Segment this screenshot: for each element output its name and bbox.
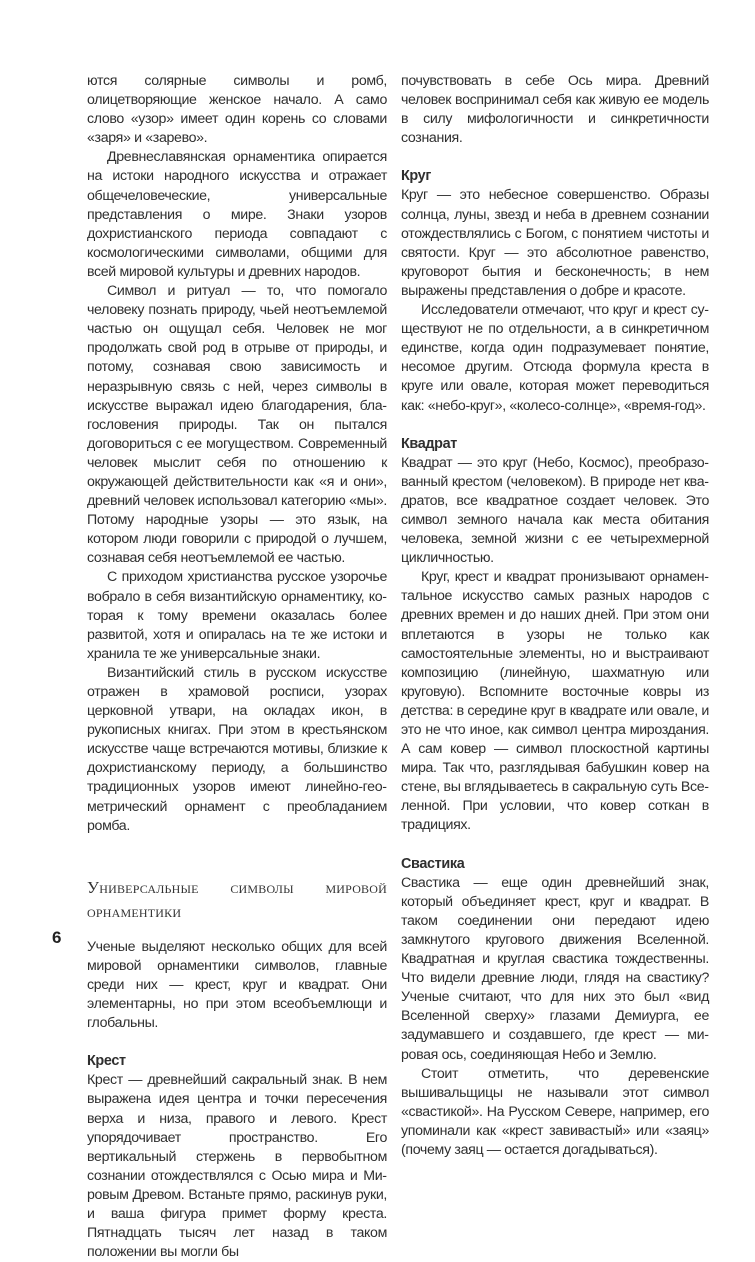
spacer <box>401 416 709 435</box>
subheading-circle: Круг <box>401 168 431 185</box>
paragraph: Круг — это небесное совершенство. Образы солнца, луны, звезд и неба в древнем сознании отождествлялись с Богом, с понятием чистоты и святости. Круг — это абсолютное равенство, круговорот бытия и бесконечность; в нем выражены представления о добре и красоте. <box>401 187 709 299</box>
paragraph: Круг, крест и квадрат пронизывают орнаментальное искусство самых разных народов с древних времен и до наших дней. При этом они вплетаются в узоры не только как самостоятельные элементы, но и выстраивают композицию (линейную, шахматную или круговую). Вспомните восточные ковры из детства: в середине круг в квадрате или овале, и это не что иное, как символ центра мироздания. А сам ковер — символ плоскостной картины мира. Так что, разглядывая бабушкин ковер на стене, вы вглядываетесь в сакральную суть Вселенной. При условии, что ковер соткан в традициях. <box>401 569 710 834</box>
subheading-cross: Крест <box>87 1053 126 1070</box>
paragraph: Стоит отметить, что деревенские вышивальщицы не называли этот символ «свастикой». На Русском Севере, например, его упоминали как «крест завивастый» или «заяц» (почему заяц — остается догадываться). <box>401 1065 709 1158</box>
spacer <box>87 836 387 876</box>
paragraph: Свастика — еще один древнейший знак, который объединяет крест, круг и квадрат. В таком соединении они передают идею замкнутого кругового движения Вселенной. Квадратная и круглая свастика тождественны. Что видели древние люди, глядя на свастику? Ученые считают, что для них это был «вид Вселенной сверху» глазами Демиурга, ее задумавшего и создавшего, где крест — мировая ось, соединяющая Небо и Землю. <box>401 874 709 1063</box>
paragraph: Древнеславянская орнаментика опирается на истоки народного искусства и отражает общечеловеческие, универсальные представления о мире. Знаки узоров дохристианского периода совпадают с космологическими символами, общими для всей мировой культуры и древних народов. <box>87 149 387 280</box>
section-title: Универсальные символы мировой орнаментики <box>87 877 387 921</box>
paragraph: Византийский стиль в русском искусстве отражен в храмовой росписи, узорах церковной утвари, на окладах икон, в рукописных книгах. При этом в крестьянском искусстве чаще встречаются мотивы, близкие к дохристианскому периоду, а большинство традиционных узоров имеют линейно-геометрический орнамент с преобладанием ромба. <box>87 664 387 834</box>
spacer <box>87 924 387 938</box>
paragraph: ются солярные символы и ромб, олицетворяющие женское начало. А само слово «узор» имеет один корень со словами «заря» и «зарево». <box>87 73 387 147</box>
spacer <box>87 1033 387 1052</box>
section-intro: Ученые выделяют несколько общих для всей мировой орнаментики символов, главные среди них — крест, круг и квадрат. Они элементарны, но при этом всеобъемлющи и глобальны. <box>87 938 387 1032</box>
paragraph: Символ и ритуал — то, что помогало человеку познать природу, чьей неотъемлемой частью он ощущал себя. Человек не мог продолжать свой род в отрыве от природы, и потому, сознавая свою зависимость и неразрывную связь с ней, через символы в искусстве выражал идею благодарения, благословения природы. Так он пытался договориться с ее могуществом. Современный человек мыслит себя по отношению к окружающей действительности как «я и они», древний человек использовал категорию «мы». Потому народные узоры — это язык, на котором люди говорили с природой о лучшем, сознавая себя неотъемлемой ее частью. <box>87 283 387 567</box>
spacer <box>401 836 709 855</box>
paragraph: Квадрат — это круг (Небо, Космос), преобразованный крестом (человеком). В природе нет квадратов, все квадратное создает человек. Это символ земного начала как места обитания человека, земной жизни с ее четырехмерной цикличностью. <box>401 454 709 567</box>
right-column <box>401 72 709 1160</box>
spacer <box>401 148 709 167</box>
page-number: 6 <box>52 928 62 947</box>
left-column <box>87 72 387 1262</box>
subheading-swastika: Свастика <box>401 855 465 872</box>
subheading-square: Квадрат <box>401 435 457 452</box>
paragraph: Исследователи отмечают, что круг и крест существуют не по отдельности, а в синкретичном единстве, когда один подразумевает понятие, несомое другим. Отсюда формула креста в круге или овале, которая может переводиться как: «небо-круг», «колесо-солнце», «время-год». <box>401 302 709 414</box>
paragraph: почувствовать в себе Ось мира. Древний человек воспринимал себя как живую ее модель в силу мифологичности и синкретичности сознания. <box>401 73 709 147</box>
paragraph: С приходом христианства русское узорочье вобрало в себя византийскую орнаментику, которая к тому времени оказалась более развитой, хотя и опиралась на те же истоки и хранила те же универсальные знаки. <box>87 569 387 662</box>
paragraph: Крест — древнейший сакральный знак. В нем выражена идея центра и точки пересечения верха и низа, правого и левого. Крест упорядочивает пространство. Его вертикальный стержень в первобытном сознании отождествлялся с Осью мира и Мировым Древом. Встаньте прямо, раскинув руки, и ваша фигура примет форму креста. Пятнадцать тысяч лет назад в таком положении вы могли бы <box>87 1072 387 1261</box>
